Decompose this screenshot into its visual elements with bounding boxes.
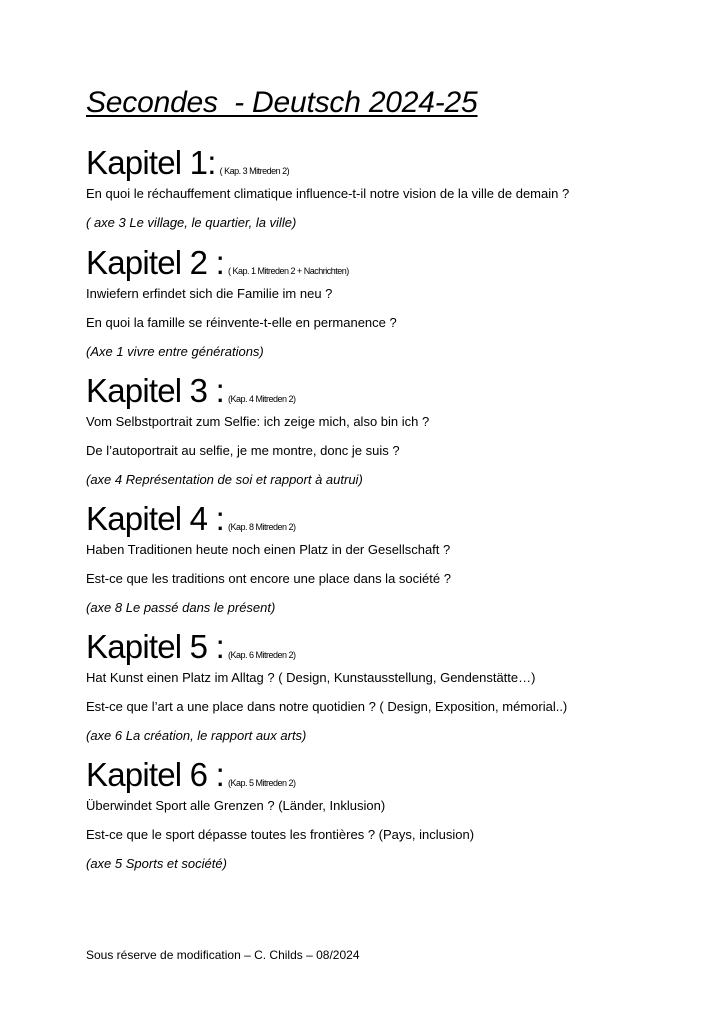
- chapter-title: Kapitel 3 :: [86, 372, 224, 409]
- chapter-question: Est-ce que l’art a une place dans notre quotidien ? ( Design, Exposition, mémorial..): [86, 699, 568, 714]
- chapter-note: (Kap. 8 Mitreden 2): [227, 522, 296, 532]
- chapter-4: [86, 502, 706, 629]
- chapter-question: Est-ce que les traditions ont encore une place dans la société ?: [86, 571, 451, 586]
- chapter-2: [86, 246, 706, 373]
- chapter-axis: (Axe 1 vivre entre générations): [86, 344, 264, 359]
- chapter-3: [86, 374, 706, 501]
- chapter-1: [86, 146, 706, 244]
- chapter-note: (Kap. 4 Mitreden 2): [227, 394, 296, 404]
- chapter-note: ( Kap. 1 Mitreden 2 + Nachrichten): [227, 266, 349, 276]
- chapter-5: [86, 630, 706, 757]
- chapter-heading: [86, 374, 706, 414]
- chapter-6: [86, 758, 706, 885]
- chapter-question: Inwiefern erfindet sich die Familie im neu ?: [86, 286, 333, 301]
- chapter-title: Kapitel 2 :: [86, 244, 224, 281]
- chapter-note: (Kap. 6 Mitreden 2): [227, 650, 296, 660]
- chapter-axis: (axe 6 La création, le rapport aux arts): [86, 728, 307, 743]
- chapter-heading: [86, 146, 706, 186]
- chapter-heading: [86, 502, 706, 542]
- chapter-question: Überwindet Sport alle Grenzen ? (Länder, Inklusion): [86, 798, 386, 813]
- chapter-heading: [86, 758, 706, 798]
- chapter-question: De l’autoportrait au selfie, je me montre, donc je suis ?: [86, 443, 400, 458]
- chapter-axis: (axe 8 Le passé dans le présent): [86, 600, 276, 615]
- chapter-question: En quoi la famille se réinvente-t-elle en permanence ?: [86, 315, 397, 330]
- chapter-question: Est-ce que le sport dépasse toutes les frontières ? (Pays, inclusion): [86, 827, 475, 842]
- chapter-note: ( Kap. 3 Mitreden 2): [219, 166, 290, 176]
- chapter-title: Kapitel 1:: [86, 144, 216, 181]
- page-footer: Sous réserve de modification – C. Childs – 08/2024: [86, 948, 360, 962]
- chapter-question: En quoi le réchauffement climatique influence-t-il notre vision de la ville de demain ?: [86, 186, 570, 201]
- chapter-question: Vom Selbstportrait zum Selfie: ich zeige mich, also bin ich ?: [86, 414, 430, 429]
- chapter-axis: (axe 4 Représentation de soi et rapport à autrui): [86, 472, 363, 487]
- page-title: Secondes - Deutsch 2024-25: [86, 86, 478, 119]
- chapter-note: (Kap. 5 Mitreden 2): [227, 778, 296, 788]
- chapter-question: Haben Traditionen heute noch einen Platz in der Gesellschaft ?: [86, 542, 451, 557]
- chapter-question: Hat Kunst einen Platz im Alltag ? ( Design, Kunstausstellung, Gendenstätte…): [86, 670, 536, 685]
- chapter-heading: [86, 630, 706, 670]
- chapter-title: Kapitel 5 :: [86, 628, 224, 665]
- chapter-axis: ( axe 3 Le village, le quartier, la ville): [86, 215, 297, 230]
- chapter-title: Kapitel 6 :: [86, 756, 224, 793]
- chapter-axis: (axe 5 Sports et société): [86, 856, 227, 871]
- chapter-heading: [86, 246, 706, 286]
- chapter-title: Kapitel 4 :: [86, 500, 224, 537]
